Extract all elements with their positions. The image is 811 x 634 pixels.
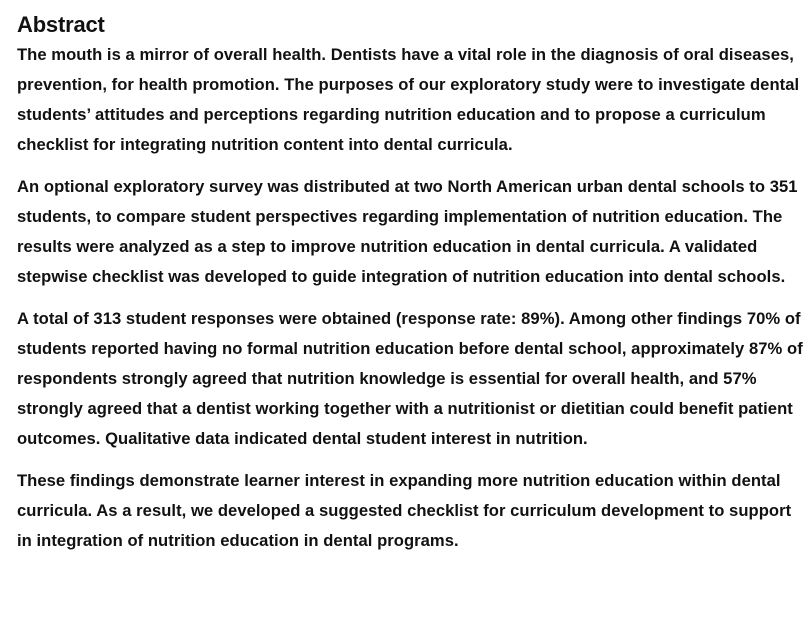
abstract-paragraph-methods: An optional exploratory survey was distributed at two North American urban dental schools to 351 students, to compare student perspectives regarding implementation of nutrition education. The results were analyzed as a step to improve nutrition education in dental curricula. A validated stepwise checklist was developed to guide integration of nutrition education into dental schools. bbox=[17, 177, 798, 286]
abstract-paragraph-conclusion: These findings demonstrate learner interest in expanding more nutrition education within dental curricula. As a result, we developed a suggested checklist for curriculum development to support in integration of nutrition education in dental programs. bbox=[17, 471, 792, 550]
abstract-heading: Abstract bbox=[17, 12, 105, 37]
abstract-paragraph-background: The mouth is a mirror of overall health. Dentists have a vital role in the diagnosis of oral diseases, prevention, for health promotion. The purposes of our exploratory study were to investigate dental students’ attitudes and perceptions regarding nutrition education and to propose a curriculum checklist for integrating nutrition content into dental curricula. bbox=[17, 45, 800, 154]
abstract-paragraph-results: A total of 313 student responses were obtained (response rate: 89%). Among other findings 70% of students reported having no formal nutrition education before dental school, approximately 87% of respondents strongly agreed that nutrition knowledge is essential for overall health, and 57% strongly agreed that a dentist working together with a nutritionist or dietitian could benefit patient outcomes. Qualitative data indicated dental student interest in nutrition. bbox=[17, 309, 803, 448]
abstract-section bbox=[17, 10, 803, 568]
